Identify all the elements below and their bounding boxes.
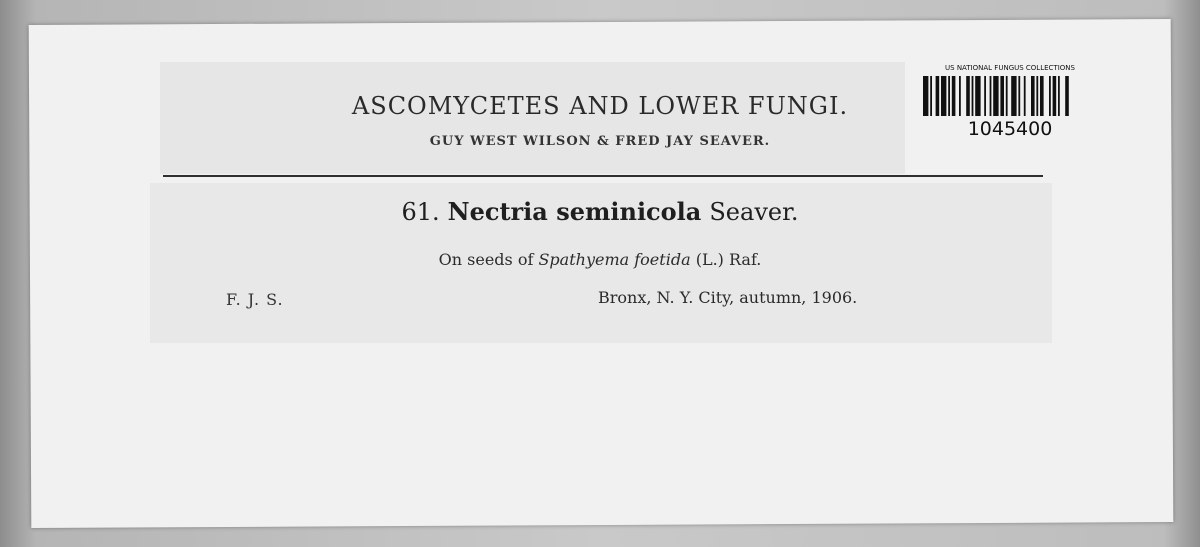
series-title: ASCOMYCETES AND LOWER FUNGI. xyxy=(351,92,849,120)
substrate-line xyxy=(300,250,900,269)
taxon-name: Nectria seminicola xyxy=(447,197,702,226)
host-author: (L.) Raf. xyxy=(695,250,762,269)
series-authors: GUY WEST WILSON & FRED JAY SEAVER. xyxy=(429,134,771,149)
barcode-image xyxy=(923,76,1097,116)
barcode-caption: US NATIONAL FUNGUS COLLECTIONS xyxy=(945,64,1075,72)
collector: F. J. S. xyxy=(226,290,284,309)
host-name: Spathyema foetida xyxy=(538,250,691,269)
barcode-number: 1045400 xyxy=(967,118,1053,140)
barcode-label xyxy=(915,62,1105,142)
divider-rule xyxy=(163,175,1043,177)
species-line xyxy=(300,197,900,226)
substrate-prefix: On seeds of xyxy=(438,250,534,269)
exsiccata-number: 61. xyxy=(401,198,440,226)
locality: Bronx, N. Y. City, autumn, 1906. xyxy=(598,288,858,307)
taxon-author: Seaver. xyxy=(709,198,799,226)
